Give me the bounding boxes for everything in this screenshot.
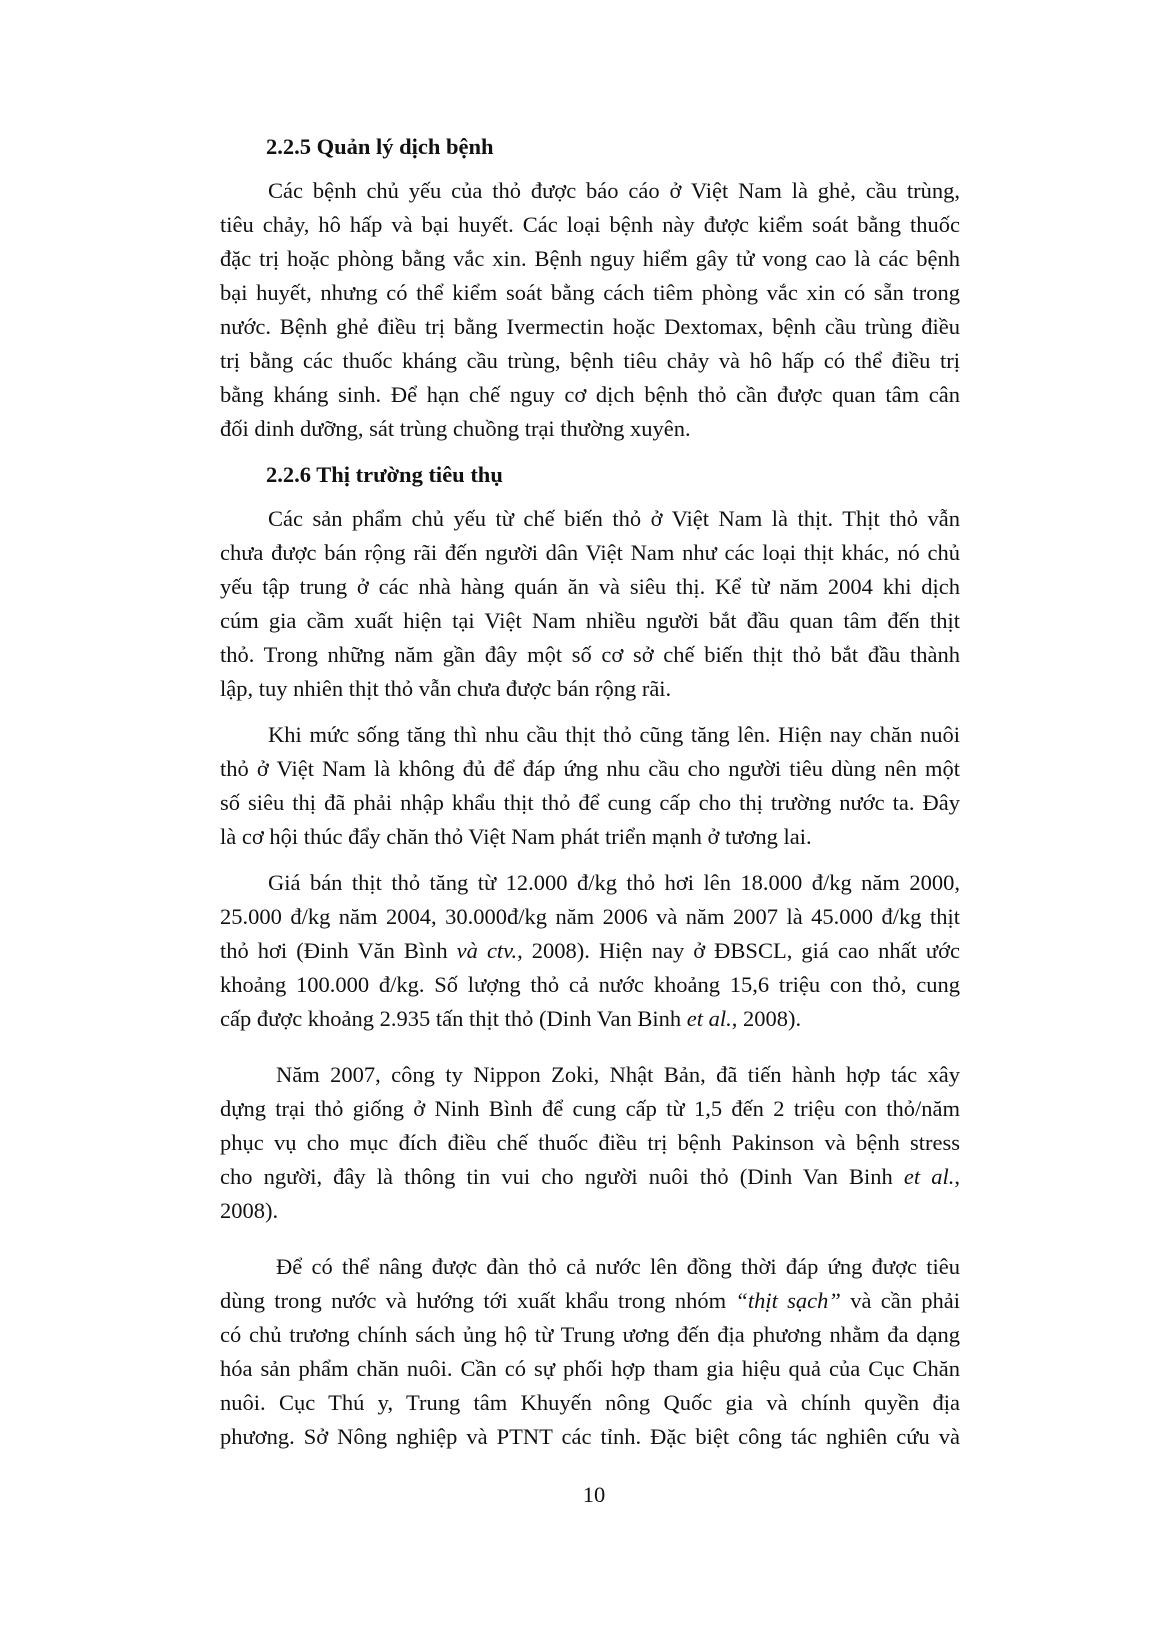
text-run: và cần phải <box>840 1288 960 1313</box>
text-line: tiêu chảy, hô hấp và bại huyết. Các loại bệnh này được kiểm soát bằng thuốc <box>220 212 960 237</box>
text-line: chưa được bán rộng rãi đến người dân Việt Nam như các loại thịt khác, nó chủ <box>220 540 960 565</box>
text-line <box>220 1162 960 1192</box>
text-line: Giá bán thịt thỏ tăng từ 12.000 đ/kg thỏ hơi lên 18.000 đ/kg năm 2000, <box>268 870 960 895</box>
citation-italic: và ctv. <box>456 938 518 963</box>
text-line: có chủ trương chính sách ủng hộ từ Trung ương đến địa phương nhằm đa dạng <box>220 1322 960 1347</box>
text-line: 25.000 đ/kg năm 2004, 30.000đ/kg năm 2006 và năm 2007 là 45.000 đ/kg thịt <box>220 904 960 929</box>
text-line: đối dinh dưỡng, sát trùng chuồng trại thường xuyên. <box>220 416 691 441</box>
text-line <box>220 1286 960 1316</box>
text-line: lập, tuy nhiên thịt thỏ vẫn chưa được bán rộng rãi. <box>220 676 672 701</box>
text-line: 2008). <box>220 1198 279 1223</box>
text-line: Các sản phẩm chủ yếu từ chế biến thỏ ở Việt Nam là thịt. Thịt thỏ vẫn <box>268 506 960 531</box>
text-line: khoảng 100.000 đ/kg. Số lượng thỏ cả nước khoảng 15,6 triệu con thỏ, cung <box>220 972 960 997</box>
text-run: , <box>954 1164 960 1189</box>
citation-italic: et al. <box>686 1006 732 1031</box>
text-line: nước. Bệnh ghẻ điều trị bằng Ivermectin hoặc Dextomax, bệnh cầu trùng điều <box>220 314 960 339</box>
text-run: thỏ hơi (Đinh Văn Bình <box>220 938 457 963</box>
text-line: Khi mức sống tăng thì nhu cầu thịt thỏ cũng tăng lên. Hiện nay chăn nuôi <box>268 722 960 747</box>
text-line: trị bằng các thuốc kháng cầu trùng, bệnh tiêu chảy và hô hấp có thể điều trị <box>220 348 960 373</box>
text-line: số siêu thị đã phải nhập khẩu thịt thỏ để cung cấp cho thị trường nước ta. Đây <box>220 790 960 815</box>
text-line <box>220 936 960 966</box>
text-run: dùng trong nước và hướng tới xuất khẩu trong nhóm <box>220 1288 736 1313</box>
page-number: 10 <box>582 1482 606 1507</box>
text-line: cúm gia cầm xuất hiện tại Việt Nam nhiều người bắt đầu quan tâm đến thịt <box>220 608 960 633</box>
text-line: là cơ hội thúc đẩy chăn thỏ Việt Nam phát triển mạnh ở tương lai. <box>220 824 812 849</box>
text-line: Các bệnh chủ yếu của thỏ được báo cáo ở Việt Nam là ghẻ, cầu trùng, <box>268 178 960 203</box>
text-line: bại huyết, nhưng có thể kiểm soát bằng cách tiêm phòng vắc xin có sẵn trong <box>220 280 960 305</box>
text-line: Để có thể nâng được đàn thỏ cả nước lên đồng thời đáp ứng được tiêu <box>276 1254 960 1279</box>
heading-2-2-5: 2.2.5 Quản lý dịch bệnh <box>266 134 494 159</box>
text-line: dựng trại thỏ giống ở Ninh Bình để cung cấp từ 1,5 đến 2 triệu con thỏ/năm <box>220 1096 960 1121</box>
text-line: bằng kháng sinh. Để hạn chế nguy cơ dịch bệnh thỏ cần được quan tâm cân <box>220 382 960 407</box>
text-run: cho người, đây là thông tin vui cho người nuôi thỏ (Dinh Van Binh <box>220 1164 904 1189</box>
text-line: hóa sản phẩm chăn nuôi. Cần có sự phối hợp tham gia hiệu quả của Cục Chăn <box>220 1356 960 1381</box>
quoted-term: “thịt sạch” <box>735 1288 841 1313</box>
text-line: nuôi. Cục Thú y, Trung tâm Khuyến nông Quốc gia và chính quyền địa <box>220 1390 960 1415</box>
text-line: thỏ. Trong những năm gần đây một số cơ sở chế biến thịt thỏ bắt đầu thành <box>220 642 960 667</box>
heading-2-2-6: 2.2.6 Thị trường tiêu thụ <box>266 462 503 487</box>
text-line <box>220 1004 801 1034</box>
text-line: thỏ ở Việt Nam là không đủ để đáp ứng nhu cầu cho người tiêu dùng nên một <box>220 756 960 781</box>
text-run: , 2008). Hiện nay ở ĐBSCL, giá cao nhất ước <box>517 938 960 963</box>
text-line: Năm 2007, công ty Nippon Zoki, Nhật Bản, đã tiến hành hợp tác xây <box>276 1062 960 1087</box>
text-run: cấp được khoảng 2.935 tấn thịt thỏ (Dinh Van Binh <box>220 1006 687 1031</box>
text-line: phục vụ cho mục đích điều chế thuốc điều trị bệnh Pakinson và bệnh stress <box>220 1130 960 1155</box>
text-line: đặc trị hoặc phòng bằng vắc xin. Bệnh nguy hiểm gây tử vong cao là các bệnh <box>220 246 960 271</box>
text-run: , 2008). <box>731 1006 802 1031</box>
text-line: yếu tập trung ở các nhà hàng quán ăn và siêu thị. Kể từ năm 2004 khi dịch <box>220 574 960 599</box>
citation-italic: et al. <box>903 1164 955 1189</box>
text-line: phương. Sở Nông nghiệp và PTNT các tỉnh. Đặc biệt công tác nghiên cứu và <box>220 1424 960 1449</box>
